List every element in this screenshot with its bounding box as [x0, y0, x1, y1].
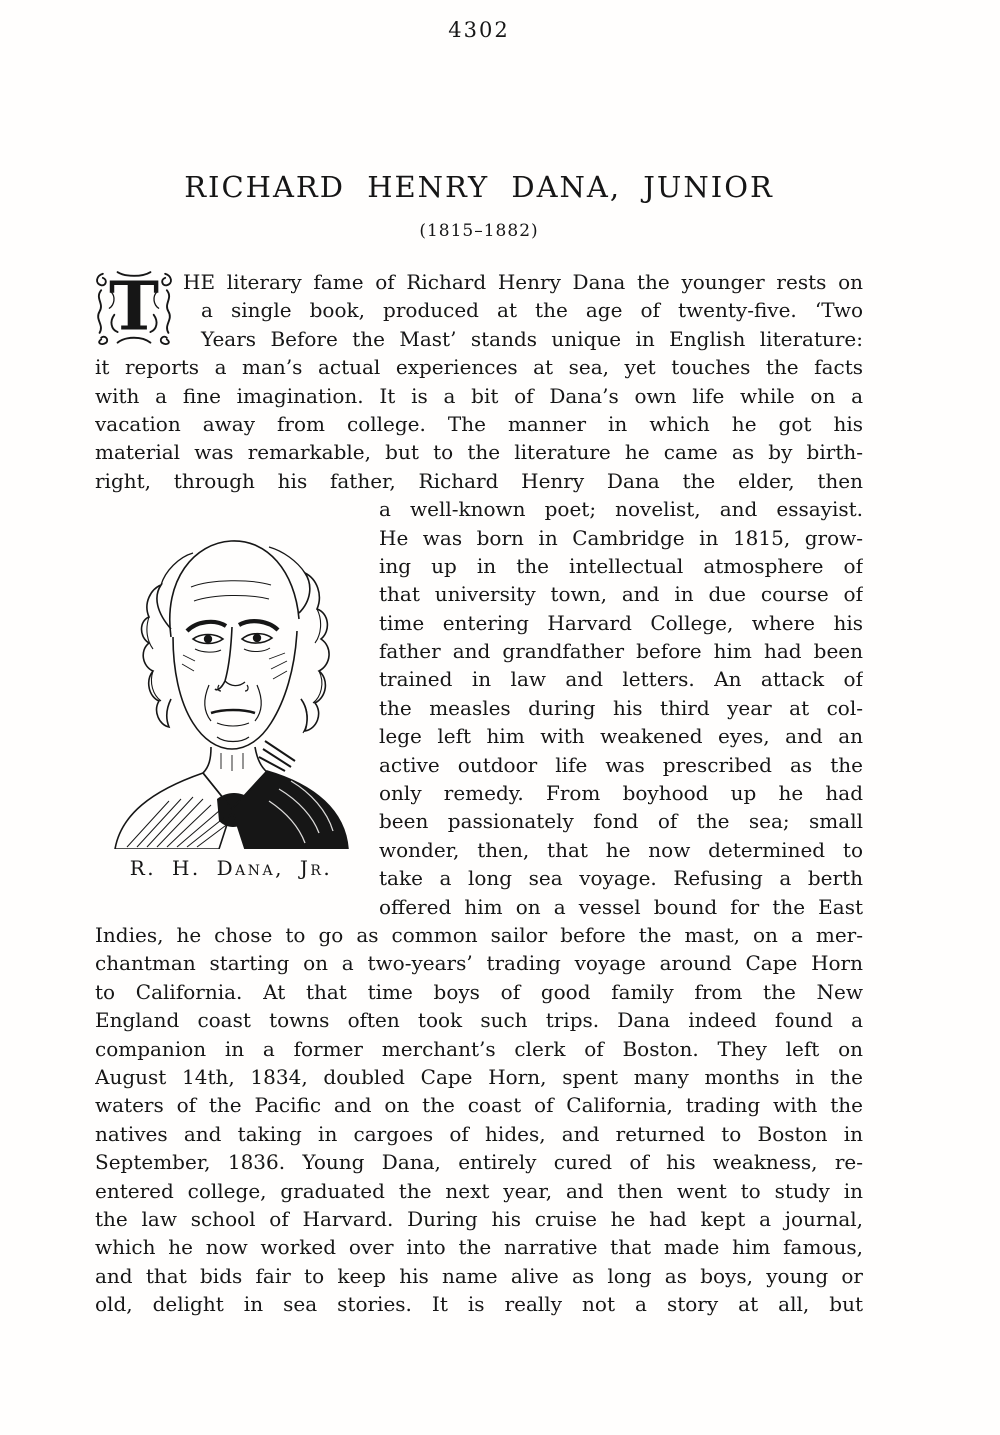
- portrait-text-wrap: [95, 495, 863, 921]
- text-line: vacation away from college. The manner in which he got his: [95, 411, 863, 436]
- text-line: material was remarkable, but to the literature he came as by birth-: [95, 440, 863, 465]
- text-line: it reports a man’s actual experiences at sea, yet touches the facts: [95, 355, 863, 380]
- text-line: offered him on a vessel bound for the East: [379, 894, 863, 919]
- text-line: been passionately fond of the sea; small: [379, 809, 863, 834]
- svg-text:T: T: [108, 267, 160, 346]
- text-block: [95, 0, 863, 1318]
- opening-paragraph: [95, 268, 863, 495]
- portrait-figure: [95, 495, 379, 921]
- text-line: only remedy. From boyhood up he had: [379, 781, 863, 806]
- text-line: that university town, and in due course of: [379, 582, 863, 607]
- text-line: entered college, graduated the next year, and then went to study in: [95, 1178, 863, 1203]
- text-line: natives and taking in cargoes of hides, and returned to Boston in: [95, 1121, 863, 1146]
- text-line: England coast towns often took such trips. Dana indeed found a: [95, 1008, 863, 1033]
- text-line: He was born in Cambridge in 1815, grow-: [379, 525, 863, 550]
- text-line: wonder, then, that he now determined to: [379, 837, 863, 862]
- text-line: HE literary fame of Richard Henry Dana the younger rests on: [183, 270, 863, 294]
- drop-cap-T-icon: [93, 267, 175, 347]
- text-line: with a fine imagination. It is a bit of Dana’s own life while on a: [95, 383, 863, 408]
- text-line: right, through his father, Richard Henry Dana the elder, then: [95, 468, 863, 493]
- text-line: lege left him with weakened eyes, and an: [379, 724, 863, 749]
- text-line: old, delight in sea stories. It is really not a story at all, but: [95, 1292, 863, 1317]
- text-line: ing up in the intellectual atmosphere of: [379, 553, 863, 578]
- text-line: father and grandfather before him had been: [379, 639, 863, 664]
- text-line: companion in a former merchant’s clerk of Boston. They left on: [95, 1036, 863, 1061]
- text-line: Years Before the Mast’ stands unique in English literature:: [201, 326, 863, 351]
- text-line: chantman starting on a two-years’ trading voyage around Cape Horn: [95, 951, 863, 976]
- life-dates: (1815–1882): [419, 221, 539, 241]
- text-line: waters of the Pacific and on the coast of California, trading with the: [95, 1093, 863, 1118]
- drop-cap-ornament: [93, 267, 175, 347]
- text-line: time entering Harvard College, where his: [379, 610, 863, 635]
- text-line: the measles during his third year at col-: [379, 695, 863, 720]
- text-line: a well-known poet; novelist, and essayist.: [379, 497, 863, 522]
- text-line: and that bids fair to keep his name alive as long as boys, young or: [95, 1263, 863, 1288]
- text-line: a single book, produced at the age of twenty-five. ‘Two: [201, 298, 863, 323]
- text-line: the law school of Harvard. During his cruise he had kept a journal,: [95, 1206, 863, 1231]
- portrait-engraving: [99, 509, 364, 849]
- page-number: 4302: [448, 18, 510, 42]
- text-line: September, 1836. Young Dana, entirely cured of his weakness, re-: [95, 1150, 863, 1175]
- page-title: RICHARD HENRY DANA, JUNIOR: [184, 170, 774, 204]
- text-line: which he now worked over into the narrative that made him famous,: [95, 1235, 863, 1260]
- narrow-text-column: [379, 495, 863, 921]
- text-line: take a long sea voyage. Refusing a berth: [379, 866, 863, 891]
- text-line: to California. At that time boys of good family from the New: [95, 979, 863, 1004]
- text-line: Indies, he chose to go as common sailor before the mast, on a mer-: [95, 922, 863, 947]
- text-line: trained in law and letters. An attack of: [379, 667, 863, 692]
- text-line: August 14th, 1834, doubled Cape Horn, spent many months in the: [95, 1064, 863, 1089]
- portrait-caption: R. H. Dana, Jr.: [129, 856, 333, 881]
- closing-paragraph: [95, 921, 863, 1318]
- text-line: active outdoor life was prescribed as the: [379, 752, 863, 777]
